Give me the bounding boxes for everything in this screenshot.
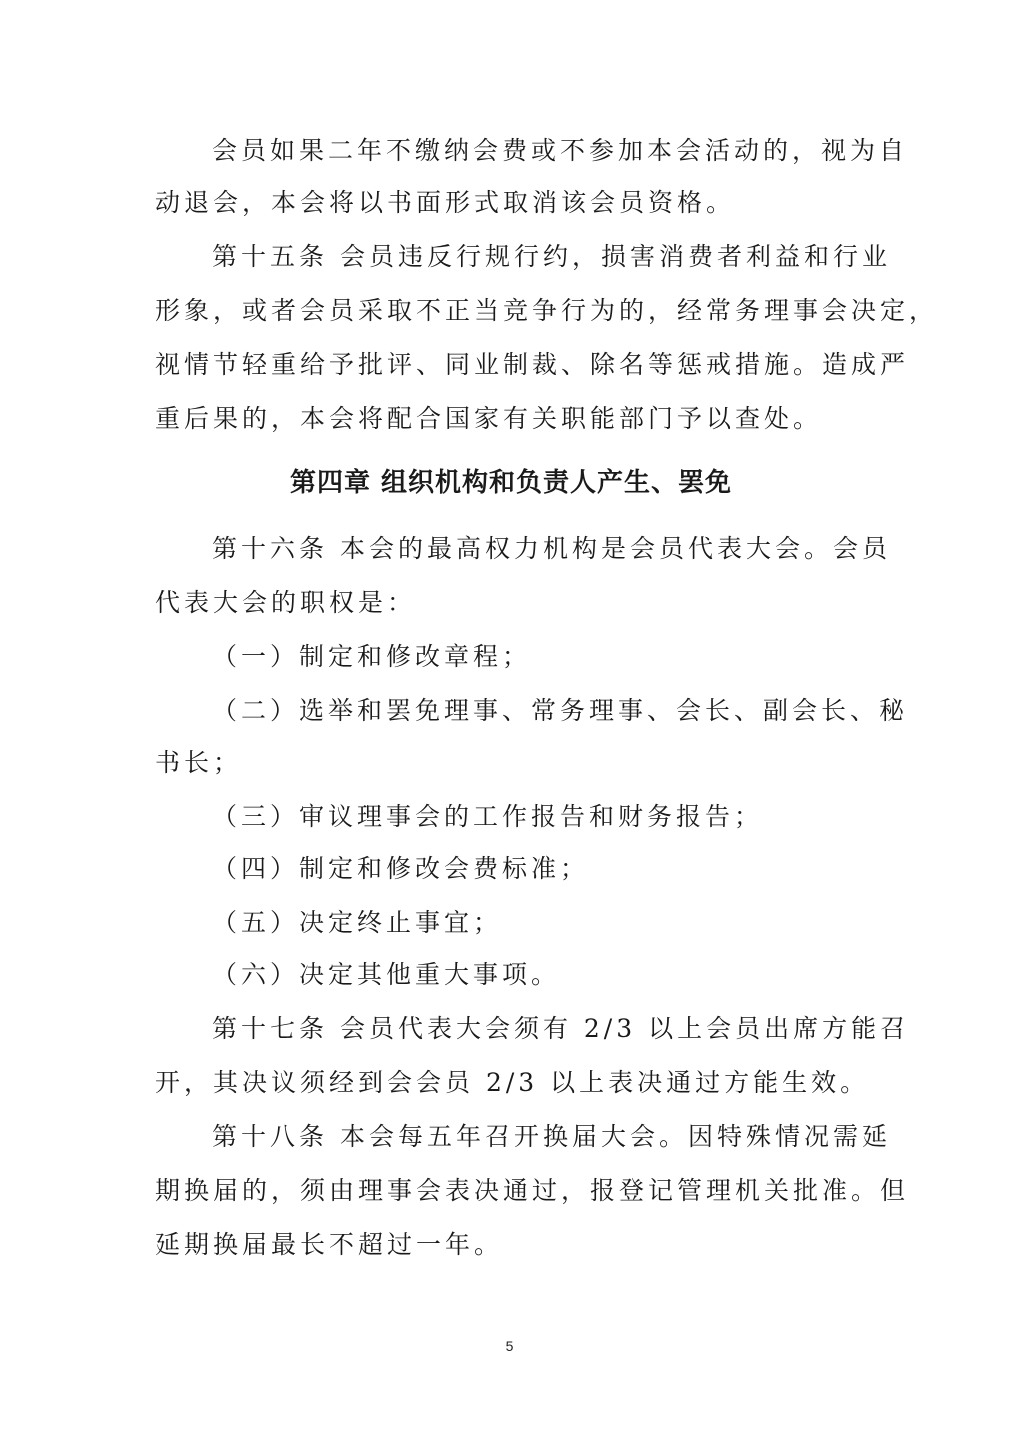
list-item: （三）审议理事会的工作报告和财务报告； [212,802,764,831]
paragraph-line: 形象，或者会员采取不正当竞争行为的，经常务理事会决定， [155,296,939,325]
paragraph-line: 开，其决议须经到会会员 2/3 以上表决通过方能生效。 [155,1068,870,1097]
article-15-line: 第十五条 会员违反行规行约，损害消费者利益和行业 [212,242,891,271]
paragraph-line: 代表大会的职权是： [155,588,417,617]
article-17-line: 第十七条 会员代表大会须有 2/3 以上会员出席方能召 [212,1014,910,1043]
paragraph-line: 重后果的，本会将配合国家有关职能部门予以查处。 [155,404,823,433]
list-item: （四）制定和修改会费标准； [212,854,590,883]
list-item: （一）制定和修改章程； [212,642,532,671]
list-item-continuation: 书长； [155,748,243,777]
chapter-heading: 第四章 组织机构和负责人产生、罢免 [289,468,733,498]
paragraph-line: 动退会，本会将以书面形式取消该会员资格。 [155,188,736,217]
list-item: （二）选举和罢免理事、常务理事、会长、副会长、秘 [212,696,909,725]
article-18-line: 第十八条 本会每五年召开换届大会。因特殊情况需延 [212,1122,891,1151]
paragraph-line: 会员如果二年不缴纳会费或不参加本会活动的，视为自 [212,136,909,165]
page-number: 5 [505,1338,514,1354]
paragraph-line: 延期换届最长不超过一年。 [155,1230,504,1259]
paragraph-line: 视情节轻重给予批评、同业制裁、除名等惩戒措施。造成严 [155,350,910,379]
paragraph-line: 期换届的，须由理事会表决通过，报登记管理机关批准。但 [155,1176,910,1205]
list-item: （六）决定其他重大事项。 [212,960,561,989]
list-item: （五）决定终止事宜； [212,908,503,937]
article-16-line: 第十六条 本会的最高权力机构是会员代表大会。会员 [212,534,891,563]
